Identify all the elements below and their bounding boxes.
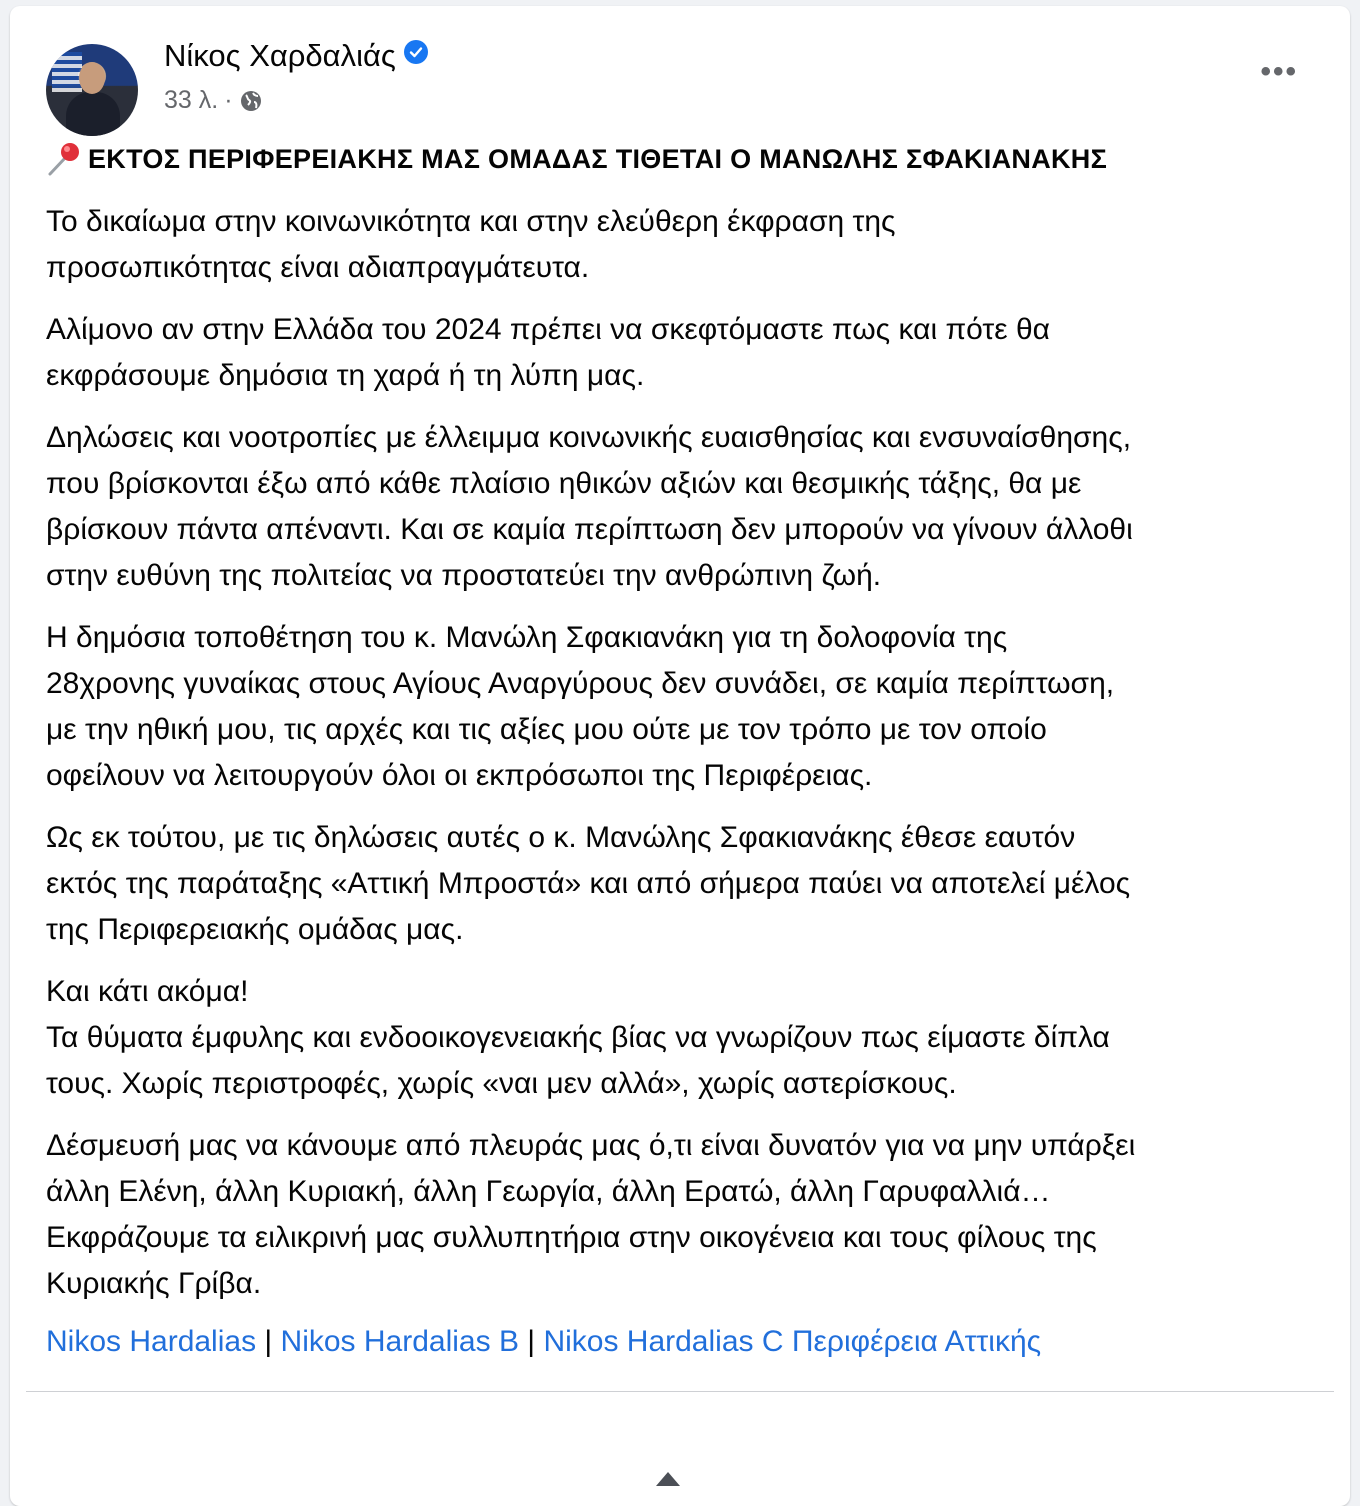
headline-text: ΕΚΤΟΣ ΠΕΡΙΦΕΡΕΙΑΚΗΣ ΜΑΣ ΟΜΑΔΑΣ ΤΙΘΕΤΑΙ Ο ΜΑΝΩΛΗΣ ΣΦΑΚΙΑΝΑΚΗΣ — [88, 143, 1108, 174]
tag-separator-1: | — [256, 1325, 281, 1358]
avatar-face — [79, 62, 105, 94]
author-name-row — [164, 38, 428, 74]
paragraph-2: Αλίμονο αν στην Ελλάδα του 2024 πρέπει να σκεφτόμαστε πως και πότε θα εκφράσουμε δημόσια τη χαρά ή τη λύπη μας. — [46, 313, 1050, 392]
globe-icon — [239, 89, 263, 113]
paragraph-6: Και κάτι ακόμα! Τα θύματα έμφυλης και ενδοοικογενειακής βίας να γνωρίζουν πως είμαστε δίπλα τους. Χωρίς περιστροφές, χωρίς «ναι μεν αλλά», χωρίς αστερίσκους. — [46, 975, 1110, 1100]
meta-separator: · — [224, 86, 233, 114]
page-tags — [46, 1325, 1336, 1359]
post-card — [10, 6, 1350, 1506]
paragraph-5: Ως εκ τούτου, με τις δηλώσεις αυτές ο κ. Μανώλης Σφακιανάκης έθεσε εαυτόν εκτός της παράταξης «Αττική Μπροστά» και από σήμερα παύει να αποτελεί μέλος της Περιφερειακής ομάδας μας. — [46, 821, 1131, 946]
post-header — [46, 28, 1336, 128]
tag-link-1[interactable]: Nikos Hardalias — [46, 1325, 257, 1358]
tag-separator-2: | — [518, 1325, 544, 1358]
partial-action-icon[interactable] — [656, 1472, 680, 1486]
post-meta — [164, 86, 263, 115]
paragraph-4: Η δημόσια τοποθέτηση του κ. Μανώλη Σφακιανάκη για τη δολοφονία της 28χρονης γυναίκας στους Αγίους Αναργύρους δεν συνάδει, σε καμία περίπτωση, με την ηθική μου, τις αρχές και τις αξίες μου ούτε με τον τρόπο με τον οποίο οφείλουν να λειτουργούν όλοι οι εκπρόσωποι της Περιφέρειας. — [46, 621, 1115, 792]
post-headline — [46, 141, 1336, 177]
author-avatar[interactable] — [46, 44, 138, 136]
flag-graphic — [52, 52, 82, 92]
post-time[interactable]: 33 λ. — [164, 86, 219, 114]
post-divider — [26, 1391, 1334, 1392]
more-options-icon[interactable]: ••• — [1260, 55, 1298, 88]
avatar-body — [66, 92, 120, 136]
paragraph-3: Δηλώσεις και νοοτροπίες με έλλειμμα κοινωνικής ευαισθησίας και ενσυναίσθησης, που βρίσκονται έξω από κάθε πλαίσιο ηθικών αξιών και θεσμικής τάξης, θα με βρίσκουν πάντα απέναντι. Και σε καμία περίπτωση δεν μπορούν να γίνουν άλλοθι στην ευθύνη της πολιτείας να προστατεύει την ανθρώπινη ζωή. — [46, 421, 1133, 592]
paragraph-7: Δέσμευσή μας να κάνουμε από πλευράς μας ό,τι είναι δυνατόν για να μην υπάρξει άλλη Ελένη, άλλη Κυριακή, άλλη Γεωργία, άλλη Ερατώ, άλλη Γαρυφαλλιά… Εκφράζουμε τα ειλικρινή μας συλλυπητήρια στην οικογένεια και τους φίλους της Κυριακής Γρίβα. — [46, 1129, 1136, 1300]
post-content — [46, 141, 1336, 1359]
author-name[interactable]: Νίκος Χαρδαλιάς — [164, 38, 396, 73]
round-pushpin-icon — [46, 141, 86, 177]
paragraph-1: Το δικαίωμα στην κοινωνικότητα και στην ελεύθερη έκφραση της προσωπικότητας είναι αδιαπραγμάτευτα. — [46, 205, 896, 284]
tag-link-3[interactable]: Nikos Hardalias C Περιφέρεια Αττικής — [543, 1325, 1042, 1358]
tag-link-2[interactable]: Nikos Hardalias B — [280, 1325, 519, 1358]
verified-badge-icon — [404, 40, 428, 64]
